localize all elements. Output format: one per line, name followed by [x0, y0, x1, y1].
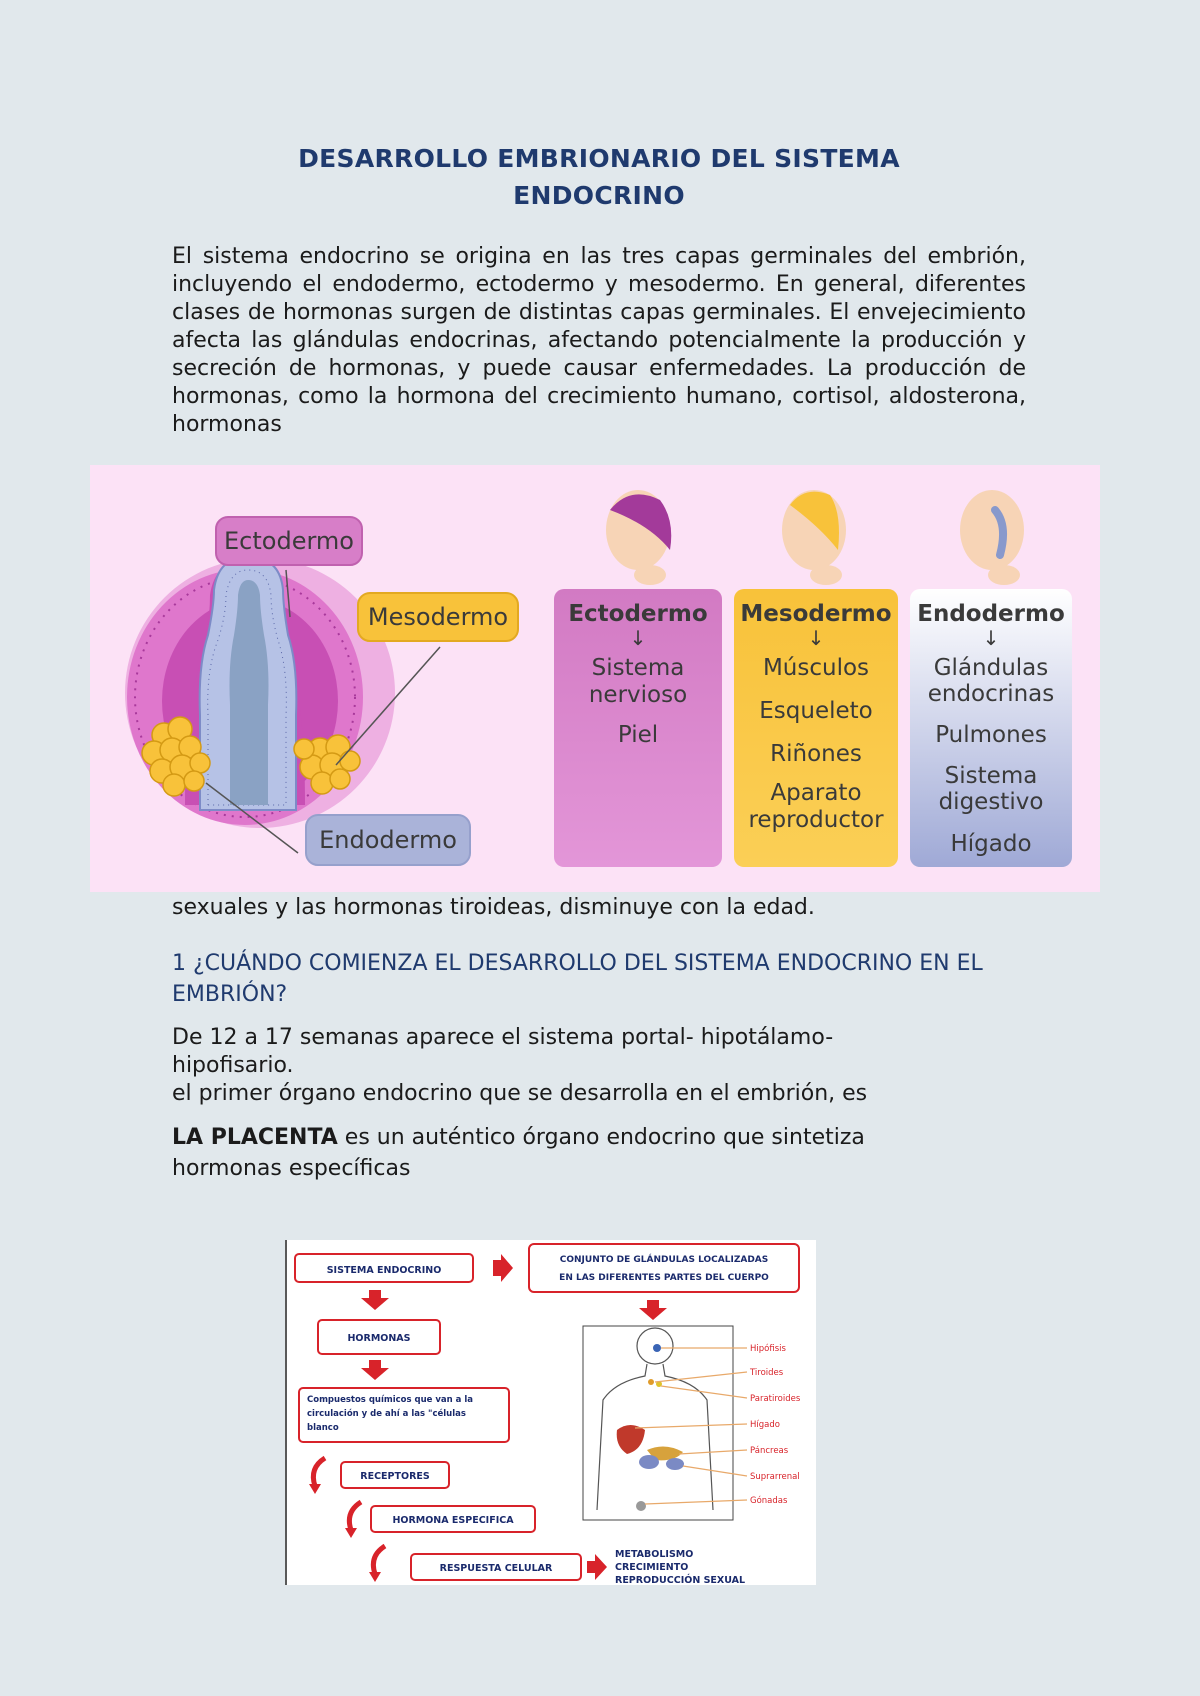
column-meso-header: Mesodermo	[740, 601, 892, 627]
arrow-down-icon	[639, 1300, 667, 1320]
gland-label: Páncreas	[750, 1446, 789, 1456]
column-ecto-arrow: ↓	[629, 626, 647, 650]
placenta-text: es un auténtico órgano endocrino que sintetiza hormonas específicas	[172, 1125, 865, 1181]
box-compuestos-line-1: Compuestos químicos que van a la	[307, 1395, 474, 1405]
answer-placenta	[172, 1122, 972, 1184]
fetus-ecto-icon	[606, 490, 671, 585]
title-line-1: DESARROLLO EMBRIONARIO DEL SISTEMA	[298, 144, 900, 173]
curved-arrow-icon	[373, 1546, 385, 1574]
endodermo-label: Endodermo	[319, 826, 457, 854]
column-endo-item: digestivo	[938, 789, 1044, 815]
outcome-item: CRECIMIENTO	[615, 1562, 689, 1573]
box-hormona-especifica-label: HORMONA ESPECIFICA	[392, 1515, 514, 1526]
gland-label: Hipófisis	[750, 1344, 786, 1354]
curved-arrow-head-icon	[309, 1484, 321, 1494]
curved-arrow-head-icon	[369, 1572, 381, 1582]
column-ecto-item: nervioso	[588, 682, 688, 708]
box-conjunto-line-1: CONJUNTO DE GLÁNDULAS LOCALIZADAS	[559, 1255, 769, 1265]
gland-label: Suprarrenal	[750, 1472, 800, 1482]
column-endo-header: Endodermo	[917, 601, 1065, 627]
answer-weeks: De 12 a 17 semanas aparece el sistema portal- hipotálamo-hipofisario.	[172, 1025, 834, 1078]
mesodermo-label: Mesodermo	[367, 603, 509, 631]
column-endo-item: Hígado	[950, 831, 1032, 857]
column-meso-item: Riñones	[770, 741, 862, 767]
column-endo-item: Pulmones	[935, 722, 1047, 748]
column-endo-item: Glándulas	[933, 655, 1049, 681]
germ-layers-figure	[90, 465, 1100, 892]
arrow-down-icon	[361, 1360, 389, 1380]
fetus-endo-icon	[960, 490, 1024, 585]
title-line-2: ENDOCRINO	[513, 181, 685, 210]
curved-arrow-icon	[349, 1502, 361, 1530]
fetus-meso-icon	[782, 490, 846, 585]
box-receptores-label: RECEPTORES	[360, 1471, 430, 1482]
arrow-right-icon	[493, 1254, 513, 1282]
column-meso-item: Esqueleto	[759, 698, 873, 724]
gland-label: Tiroides	[750, 1368, 784, 1378]
curved-arrow-head-icon	[345, 1528, 357, 1538]
gland-label: Paratiroides	[750, 1394, 801, 1404]
intro-paragraph-end: sexuales y las hormonas tiroideas, disminuye con la edad.	[172, 895, 815, 920]
arrow-down-icon	[361, 1290, 389, 1310]
document-title	[172, 140, 1026, 214]
arrow-right-icon	[587, 1554, 607, 1580]
placenta-bold: LA PLACENTA	[172, 1125, 338, 1150]
endocrine-system-diagram	[285, 1240, 816, 1585]
column-endo-arrow: ↓	[982, 626, 1000, 650]
ectodermo-label: Ectodermo	[224, 527, 354, 555]
column-meso-item: Aparato	[770, 780, 862, 806]
intro-paragraph: El sistema endocrino se origina en las tres capas germinales del embrión, incluyendo el endodermo, ectodermo y mesodermo. En general, diferentes clases de hormonas surgen de distintas capas germinales. El envejecimiento afecta las glándulas endocrinas, afectando potencialmente la producción y secreción de hormonas, y puede causar enfermedades. La producción de hormonas, como la hormona del crecimiento humano, cortisol, aldosterona, hormonas	[172, 244, 1026, 437]
box-compuestos-line-2: circulación y de ahí a las "células	[307, 1409, 466, 1419]
curved-arrow-icon	[313, 1458, 325, 1486]
column-meso-item: Músculos	[762, 655, 870, 681]
column-meso-arrow: ↓	[807, 626, 825, 650]
box-compuestos-line-3: blanco	[307, 1423, 339, 1433]
column-endo-item: Sistema	[944, 763, 1038, 789]
box-conjunto	[529, 1244, 799, 1292]
box-sistema-endocrino-label: SISTEMA ENDOCRINO	[326, 1265, 442, 1276]
column-ecto-header: Ectodermo	[568, 601, 708, 627]
answer-first-organ: el primer órgano endocrino que se desarrolla en el embrión, es	[172, 1081, 868, 1106]
human-body-illustration	[583, 1326, 733, 1520]
gland-label: Hígado	[750, 1420, 780, 1430]
box-hormonas-label: HORMONAS	[347, 1333, 411, 1344]
gland-label: Gónadas	[750, 1496, 788, 1506]
column-ecto-item: Sistema	[591, 655, 685, 681]
outcome-item: REPRODUCCIÓN SEXUAL	[615, 1575, 746, 1585]
column-ecto-item: Piel	[617, 722, 659, 748]
box-respuesta-celular-label: RESPUESTA CELULAR	[439, 1563, 553, 1574]
outcome-item: METABOLISMO	[615, 1549, 694, 1560]
column-endo-item: endocrinas	[927, 681, 1055, 707]
column-meso-item: reproductor	[748, 807, 884, 833]
box-conjunto-line-2: EN LAS DIFERENTES PARTES DEL CUERPO	[559, 1273, 769, 1283]
section-question-heading: 1 ¿CUÁNDO COMIENZA EL DESARROLLO DEL SISTEMA ENDOCRINO EN EL EMBRIÓN?	[172, 951, 983, 1007]
